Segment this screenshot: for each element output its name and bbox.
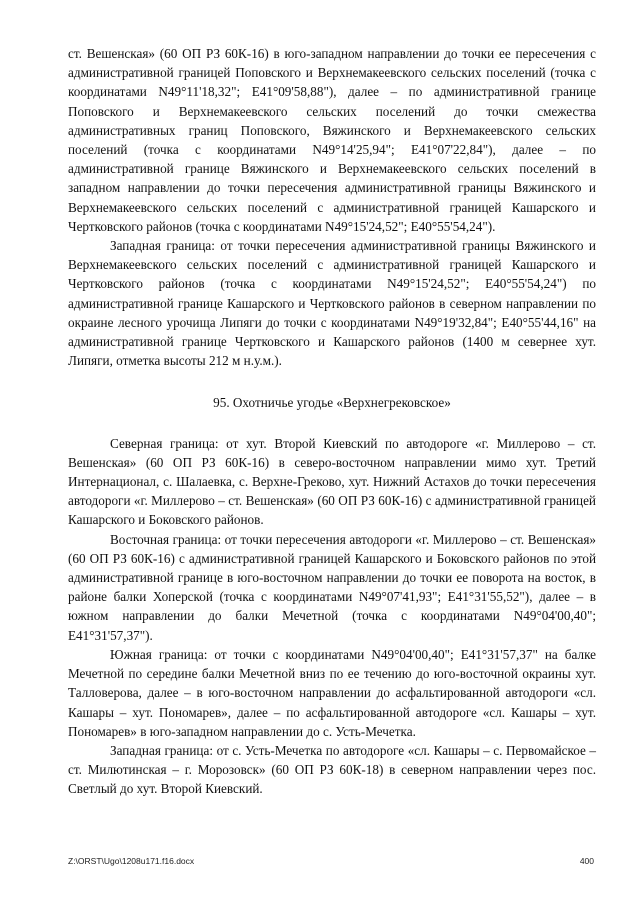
footer-page-number: 400 [579, 856, 594, 866]
paragraph-northern-border: Северная граница: от хут. Второй Киевский по автодороге «г. Миллерово – ст. Вешенская» (60 ОП РЗ 60К-16) в северо-восточном направлении мимо хут. Третий Интернационал, с. Шалаевка, с. Верхне-Греково, хут. Нижний Астахов до точки пересечения автодороги «г. Миллерово – ст. Вешенская» (60 ОП РЗ 60К-16) с административной границей Кашарского и Боковского районов. [68, 435, 596, 528]
paragraph-eastern-border: Восточная граница: от точки пересечения автодороги «г. Миллерово – ст. Вешенская» (60 ОП РЗ 60К-16) с административной границей Кашарского и Боковского районов по этой административной границе в юго-восточном направлении до точки ее поворота на восток, в районе балки Хоперской (точка с координатами N49°07'41,93"; E41°31'55,52"), далее – в южном направлении до балки Мечетной (точка с координатами N49°04'00,40"; E41°31'57,37"). [68, 531, 596, 643]
paragraph-western-border-2: Западная граница: от с. Усть-Мечетка по автодороге «сл. Кашары – с. Первомайское – ст. Милютинская – г. Морозовск» (60 ОП РЗ 60К-18) в северном направлении через пос. Светлый до хут. Второй Киевский. [68, 742, 596, 797]
paragraphs-before [68, 44, 596, 370]
paragraph-southern-border: Южная граница: от точки с координатами N49°04'00,40"; E41°31'57,37" на балке Мечетной по середине балки Мечетной вниз по ее течению до юго-восточной окраины хут. Талловерова, далее – в юго-восточном направлении до асфальтированной автодороги «сл. Кашары – хут. Пономарев», далее – по асфальтированной автодороге «сл. Кашары – хут. Пономарев» в юго-западном направлении до с. Усть-Мечетка. [68, 646, 596, 739]
section-heading: 95. Охотничье угодье «Верхнегрековское» [213, 395, 451, 411]
paragraph-western-border: Западная граница: от точки пересечения административной границы Вяжинского и Верхнемакеевского сельских поселений с административной границей Кашарского и Чертковского районов (точка с координатами N49°15'24,52"; E40°55'54,24") по административной границе Кашарского и Чертковского районов в северном направлении по окраине лесного урочища Липяги до точки с координатами N49°19'32,84"; E40°55'44,16" на административной границе Чертковского и Кашарского районов (1400 м севернее хут. Липяги, отметка высоты 212 м н.у.м.). [68, 238, 596, 369]
document-page [68, 44, 596, 799]
paragraph: ст. Вешенская» (60 ОП РЗ 60К-16) в юго-западном направлении до точки ее пересечения с административной границей Поповского и Верхнемакеевского сельских поселений (точка с координатами N49°11'18,32"; E41°09'58,88"), далее – по административной границе Поповского и Верхнемакеевского сельских поселений до точки смежества административных границ Поповского, Вяжинского и Верхнемакеевского сельских поселений (точка с координатами N49°14'25,94"; E41°07'22,84"), далее – по административной границе Вяжинского и Верхнемакеевского сельских поселений в западном направлении до точки пересечения административной границы Вяжинского и Верхнемакеевского сельских поселений с административной границей Кашарского и Чертковского районов (точка с координатами N49°15'24,52"; E40°55'54,24"). [68, 46, 596, 234]
paragraphs-after [68, 434, 596, 799]
footer-file-path: Z:\ORST\Ugo\1208u171.f16.docx [68, 856, 195, 866]
